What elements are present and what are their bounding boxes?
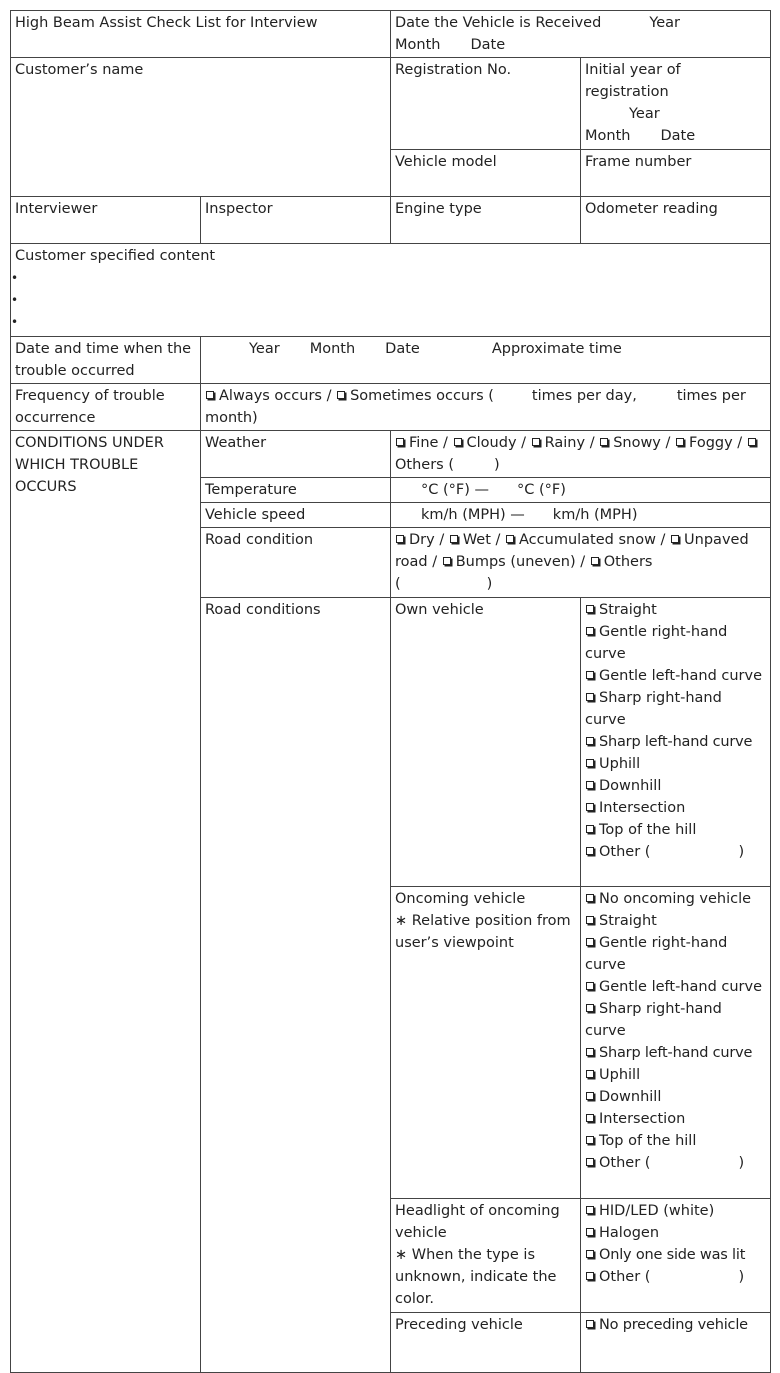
oncoming-none[interactable]: No oncoming vehicle [585,888,766,910]
received-date: Date [470,37,506,53]
received-month: Month [395,37,441,53]
road-conditions-label: Road conditions [201,598,391,1373]
own-top-of-hill[interactable]: Top of the hill [585,819,766,841]
road-snow[interactable]: Accumulated snow / [505,532,665,548]
road-wet[interactable]: Wet / [449,532,501,548]
vehicle-speed-label: Vehicle speed [201,503,391,528]
received-date-field[interactable] [391,11,771,58]
weather-fine[interactable]: Fine / [395,435,448,451]
headlight-other[interactable]: Other ( ) [585,1266,766,1288]
always-checkbox[interactable]: Always occurs / [205,388,331,404]
weather-rainy[interactable]: Rainy / [531,435,595,451]
road-dry[interactable]: Dry / [395,532,444,548]
customer-content-field[interactable] [11,244,771,337]
check-list-form [10,10,771,1373]
oncoming-sharp-left[interactable]: Sharp left-hand curve [585,1042,766,1064]
own-gentle-right[interactable]: Gentle right-hand curve [585,624,728,662]
road-others[interactable]: Others [590,554,653,570]
oncoming-intersection[interactable]: Intersection [585,1108,766,1130]
oncoming-sharp-right[interactable]: Sharp right-hand curve [585,1001,722,1039]
oncoming-gentle-right[interactable]: Gentle right-hand curve [585,935,728,973]
trouble-time-label: Date and time when the trouble occurred [11,337,201,384]
customer-name-field[interactable]: Customer’s name [11,58,391,197]
vehicle-model-field[interactable]: Vehicle model [391,150,581,197]
content-bullet-1 [15,267,766,289]
headlight-note: ∗ When the type is unknown, indicate the color. [395,1247,557,1307]
oncoming-note: ∗ Relative position from user’s viewpoint [395,913,571,951]
own-straight[interactable]: Straight [585,599,766,621]
own-intersection[interactable]: Intersection [585,797,766,819]
weather-options: Fine / Cloudy / Rainy / Snowy / Foggy / Others ( ) [391,431,771,478]
headlight-hid-led[interactable]: HID/LED (white) [585,1200,766,1222]
customer-content-label: Customer specified content [15,248,216,264]
content-bullet-2 [15,289,766,311]
initial-year-field[interactable] [581,58,771,150]
initial-year-date: Date [660,128,696,144]
odometer-field[interactable]: Odometer reading [581,197,771,244]
temperature-label: Temperature [201,478,391,503]
own-sharp-left[interactable]: Sharp left-hand curve [585,731,766,753]
conditions-label: CONDITIONS UNDER WHICH TROUBLE OCCURS [11,431,201,1373]
inspector-field[interactable]: Inspector [201,197,391,244]
trouble-year: Year [249,341,280,357]
content-bullet-3 [15,311,766,333]
own-sharp-right[interactable]: Sharp right-hand curve [585,690,722,728]
headlight-one-side[interactable]: Only one side was lit [585,1244,766,1266]
frequency-label: Frequency of trouble occurrence [11,384,201,431]
own-vehicle-label: Own vehicle [391,598,581,887]
trouble-month: Month [309,341,356,357]
oncoming-straight[interactable]: Straight [585,910,766,932]
per-day-label: times per day, [531,388,637,404]
headlight-halogen[interactable]: Halogen [585,1222,766,1244]
initial-year-month: Month [585,128,631,144]
frequency-field [201,384,771,431]
oncoming-other[interactable]: Other ( ) [585,1152,766,1174]
trouble-time-field[interactable] [201,337,771,384]
preceding-vehicle-label: Preceding vehicle [391,1313,581,1373]
trouble-date: Date [385,341,420,357]
registration-no-field[interactable]: Registration No. [391,58,581,150]
received-year: Year [649,15,681,31]
preceding-none[interactable]: No preceding vehicle [585,1314,766,1336]
oncoming-uphill[interactable]: Uphill [585,1064,766,1086]
road-condition-label: Road condition [201,528,391,598]
frame-number-field[interactable]: Frame number [581,150,771,197]
preceding-vehicle-options [581,1313,771,1373]
own-uphill[interactable]: Uphill [585,753,766,775]
own-downhill[interactable]: Downhill [585,775,766,797]
headlight-label: Headlight of oncoming vehicle ∗ When the type is unknown, indicate the color. [391,1199,581,1313]
road-condition-options: Dry / Wet / Accumulated snow / Unpaved road / Bumps (uneven) / Others ( ) [391,528,771,598]
weather-others[interactable]: Others ( [395,435,761,473]
form-title: High Beam Assist Check List for Interview [11,11,391,58]
initial-year-label: Initial year of registration [585,62,681,100]
per-month-label: times per [676,388,746,404]
trouble-approx-time: Approximate time [491,341,622,357]
engine-type-field[interactable]: Engine type [391,197,581,244]
weather-snowy[interactable]: Snowy / [599,435,670,451]
oncoming-vehicle-label: Oncoming vehicle ∗ Relative position from user’s viewpoint [391,887,581,1199]
initial-year-year: Year [629,106,660,122]
own-vehicle-options [581,598,771,887]
temperature-field[interactable]: °C (°F) — °C (°F) [391,478,771,503]
weather-label: Weather [201,431,391,478]
sometimes-checkbox[interactable]: Sometimes occurs ( [336,388,494,404]
oncoming-vehicle-options [581,887,771,1199]
road-bumps[interactable]: Bumps (uneven) / [442,554,585,570]
vehicle-speed-field[interactable]: km/h (MPH) — km/h (MPH) [391,503,771,528]
interviewer-field[interactable]: Interviewer [11,197,201,244]
oncoming-gentle-left[interactable]: Gentle left-hand curve [585,976,766,998]
weather-cloudy[interactable]: Cloudy / [453,435,527,451]
received-date-label: Date the Vehicle is Received [395,15,602,31]
own-gentle-left[interactable]: Gentle left-hand curve [585,665,766,687]
road-unpaved[interactable]: Unpaved road / [395,532,749,570]
weather-foggy[interactable]: Foggy / [675,435,742,451]
own-other[interactable]: Other ( ) [585,841,766,863]
headlight-options [581,1199,771,1313]
per-month-label-end: month) [205,410,258,426]
oncoming-downhill[interactable]: Downhill [585,1086,766,1108]
oncoming-top-of-hill[interactable]: Top of the hill [585,1130,766,1152]
